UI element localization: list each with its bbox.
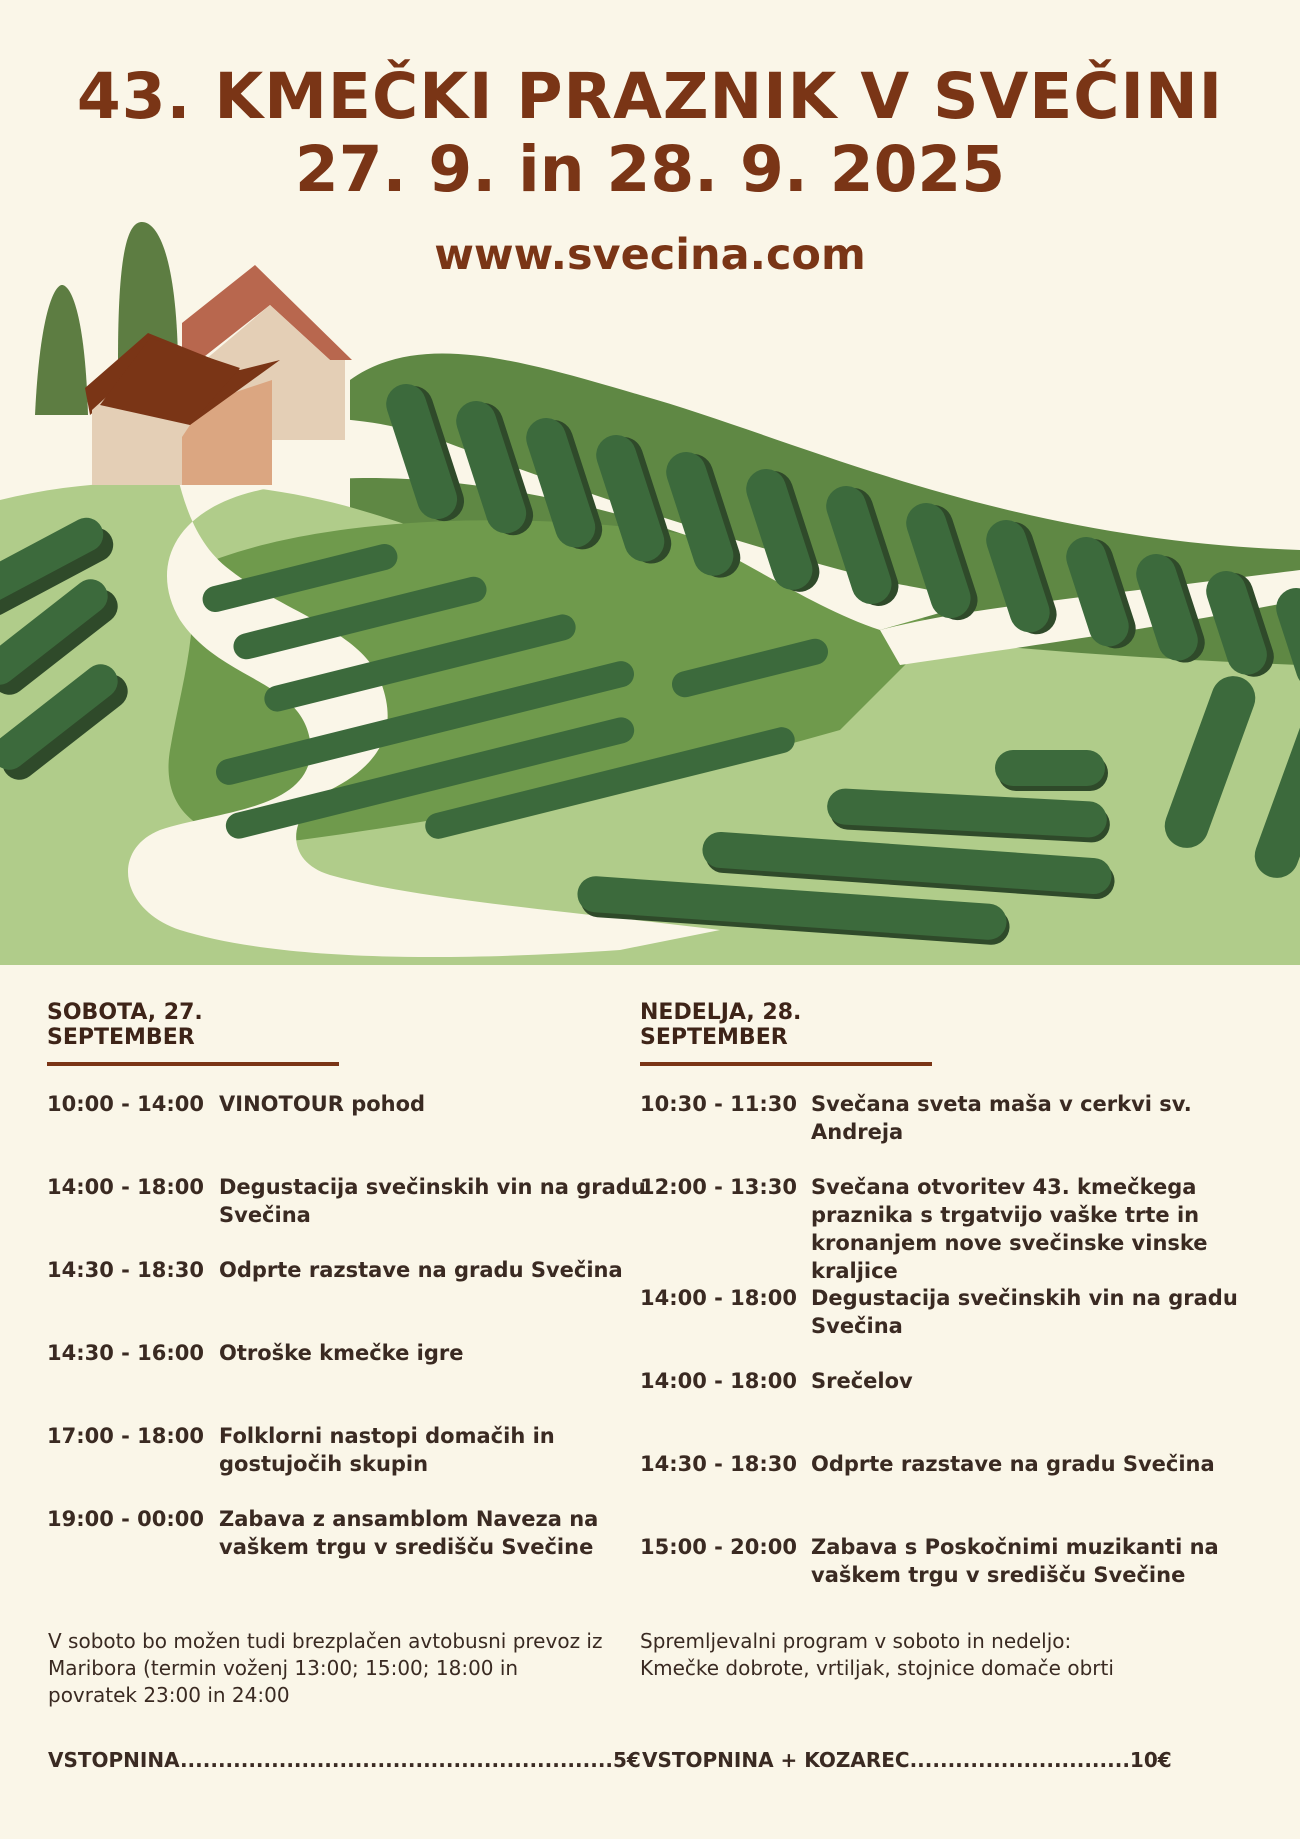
event-title: Zabava s Poskočnimi muzikanti na vaškem trgu v središču Svečine	[811, 1535, 1219, 1587]
festival-dates: 27. 9. in 28. 9. 2025	[294, 133, 1006, 206]
event-title: Odprte razstave na gradu Svečina	[811, 1452, 1215, 1476]
event-time: 12:00 - 13:30	[640, 1175, 798, 1199]
event-title: Zabava z ansamblom Naveza na vaškem trgu v središču Svečine	[219, 1507, 599, 1559]
event-title: Srečelov	[811, 1369, 913, 1393]
event-time: 14:00 - 18:00	[640, 1369, 798, 1393]
event-time: 14:00 - 18:00	[640, 1286, 798, 1310]
entry-glass-price: VSTOPNINA + KOZAREC.............................10€	[642, 1748, 1172, 1772]
side-program-items: Kmečke dobrote, vrtiljak, stojnice domače obrti	[640, 1656, 1114, 1680]
website-url[interactable]: www.svecina.com	[434, 230, 866, 280]
bus-transport-note: V soboto bo možen tudi brezplačen avtobusni prevoz iz Maribora (termin voženj 13:00; 15:00; 18:00 in povratek 23:00 in 24:00	[48, 1629, 603, 1707]
event-time: 14:30 - 18:30	[640, 1452, 798, 1476]
event-time: 10:30 - 11:30	[640, 1092, 798, 1116]
vine-row	[995, 750, 1105, 786]
event-time: 10:00 - 14:00	[47, 1092, 205, 1116]
entry-price: VSTOPNINA.........................................................5€	[48, 1748, 641, 1772]
event-title: Folklorni nastopi domačih in gostujočih skupin	[219, 1424, 555, 1476]
event-title: Svečana otvoritev 43. kmečkega praznika s trgatvijo vaške trte in kronanjem nove svečinske vinske kraljice	[811, 1175, 1208, 1283]
side-program-heading: Spremljevalni program v soboto in nedeljo:	[640, 1629, 1072, 1653]
event-title: Degustacija svečinskih vin na gradu Svečina	[219, 1175, 646, 1227]
event-title: Otroške kmečke igre	[219, 1341, 464, 1365]
sunday-heading: NEDELJA, 28. SEPTEMBER	[640, 1000, 932, 1066]
event-title: Svečana sveta maša v cerkvi sv. Andreja	[811, 1092, 1192, 1144]
festival-title: 43. KMEČKI PRAZNIK V SVEČINI	[76, 60, 1224, 133]
saturday-heading: SOBOTA, 27. SEPTEMBER	[47, 1000, 339, 1066]
event-time: 15:00 - 20:00	[640, 1535, 798, 1559]
vineyard-illustration	[0, 210, 1300, 965]
event-title: Degustacija svečinskih vin na gradu Svečina	[811, 1286, 1238, 1338]
event-time: 17:00 - 18:00	[47, 1424, 205, 1448]
event-title: Odprte razstave na gradu Svečina	[219, 1258, 623, 1282]
event-title: VINOTOUR pohod	[219, 1092, 426, 1116]
event-time: 14:30 - 16:00	[47, 1341, 205, 1365]
side-program-note	[640, 1628, 1260, 1682]
event-time: 14:30 - 18:30	[47, 1258, 205, 1282]
event-time: 19:00 - 00:00	[47, 1507, 205, 1531]
cypress-tree	[35, 285, 88, 415]
event-time: 14:00 - 18:00	[47, 1175, 205, 1199]
